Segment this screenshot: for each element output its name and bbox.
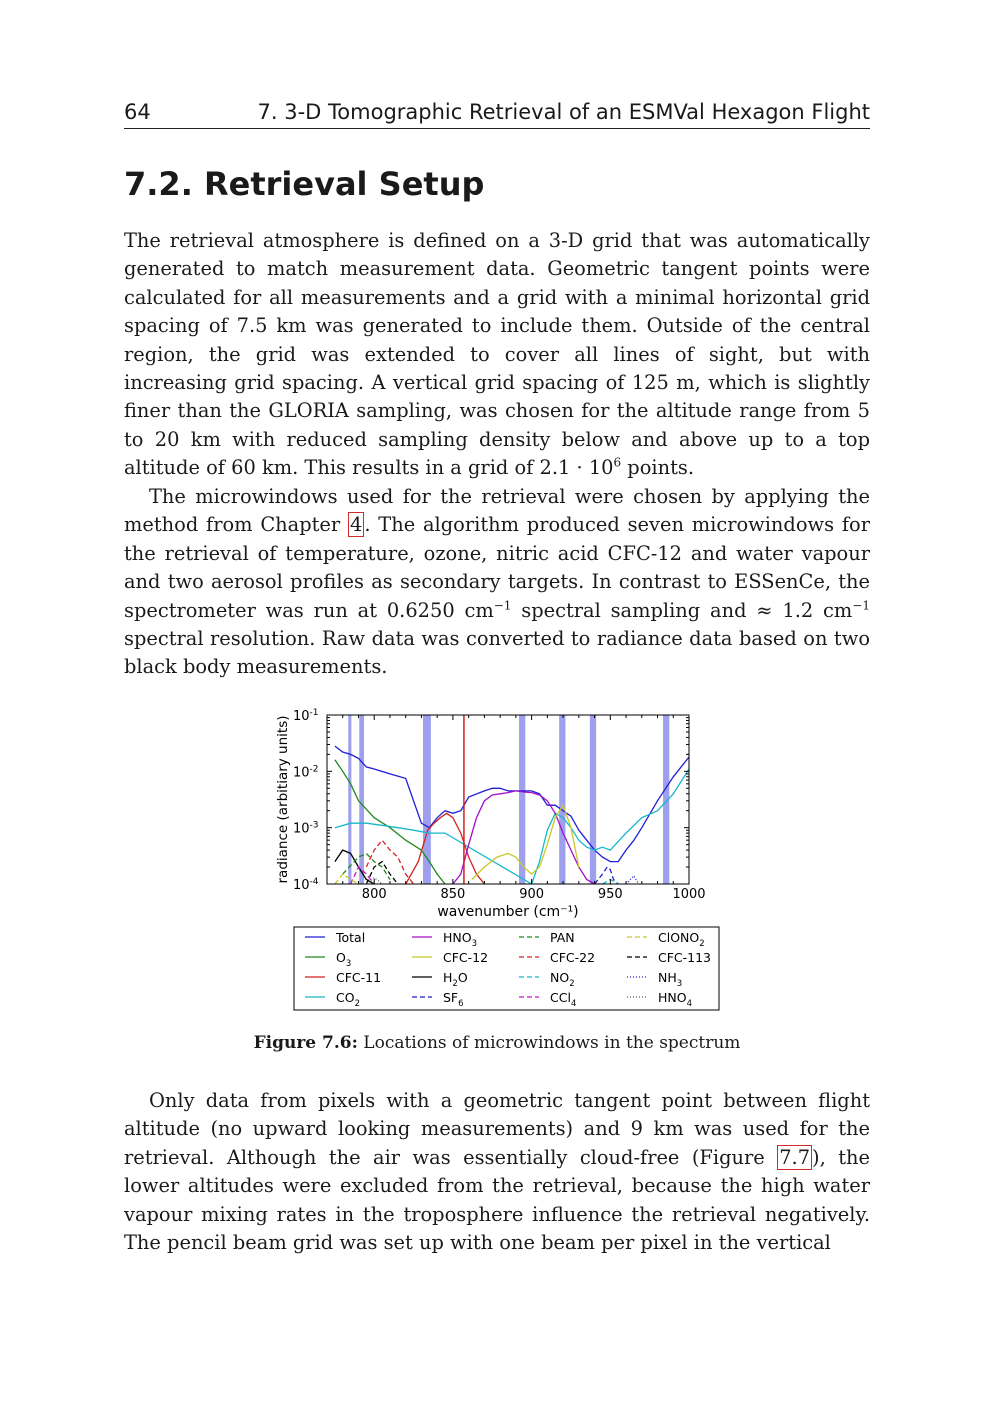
legend-label: $CO_2$: [336, 990, 360, 1009]
legend-label: CFC-22: [550, 950, 596, 965]
legend-label: ClONO$_2$: [658, 930, 705, 949]
chapter-ref-link[interactable]: 4: [349, 513, 363, 537]
legend-label: $HNO_4$: [658, 990, 693, 1009]
y-tick-label: $10^{-4}$: [293, 877, 319, 893]
microwindow-band: [559, 715, 565, 884]
paragraph-text: spectral sampling and ≈ 1.2 cm: [511, 598, 853, 622]
paragraph-text: ), the lower altitudes were excluded from the retrieval, because the high water vapour mixing rates in the troposphere influence the retrieval negatively. The pencil beam grid was set up with one beam per pixel in the vertical: [124, 1145, 870, 1255]
series-line-co2: [335, 769, 689, 884]
y-tick-label: $10^{-3}$: [293, 820, 319, 837]
x-tick-label: 1000: [672, 887, 706, 902]
plot-layer: [275, 708, 706, 920]
paragraph-text: The retrieval atmosphere is defined on a 3-D grid that was automatically generated to match measurement data. Geometric tangent points were calculated for all measurements and a grid with a minimal horizontal grid spacing of 7.5 km was generated to include them. Outside of the central region, the grid was extended to cover all lines of sight, but with increasing grid spacing. A vertical grid spacing of 125 m, which is slightly finer than the GLORIA sampling, was chosen for the altitude range from 5 to 20 km with reduced sampling density below and above up to a top altitude of 60 km. This results in a grid of 2.1 · 10: [124, 229, 870, 480]
exponent: 6: [613, 455, 622, 470]
figure-ref-link[interactable]: 7.7: [779, 1145, 811, 1169]
microwindow-band: [348, 715, 351, 884]
legend: [294, 927, 719, 1010]
figure-caption: [124, 1033, 870, 1053]
legend-label: $NO_2$: [550, 970, 575, 989]
paragraph-data-selection: [124, 1087, 870, 1257]
page-number: 64: [124, 100, 151, 124]
paragraph-text: The microwindows used for the retrieval were chosen by applying the method from Chapter: [124, 485, 870, 537]
legend-label: PAN: [550, 930, 575, 945]
exponent: −1: [493, 598, 512, 613]
legend-label: $H_2O$: [443, 970, 468, 989]
section-title: 7.2. Retrieval Setup: [124, 165, 485, 203]
chapter-title: 7. 3-D Tomographic Retrieval of an ESMVal Hexagon Flight: [257, 100, 870, 124]
y-axis-label: radiance (arbitiary units): [275, 715, 291, 884]
legend-label: CFC-12: [443, 950, 489, 965]
legend-label: $NH_3$: [658, 970, 683, 989]
caption-text: Locations of microwindows in the spectrum: [357, 1033, 741, 1053]
legend-label: $O_3$: [336, 950, 352, 969]
series-line-cfc-113: [366, 862, 398, 884]
plot-frame: [327, 715, 689, 884]
exponent: −1: [852, 598, 870, 613]
microwindow-band: [519, 715, 525, 884]
legend-label: CCl$_4$: [550, 990, 577, 1009]
series-line-nh3: [626, 876, 639, 884]
x-tick-label: 850: [440, 887, 466, 902]
microwindow-band: [359, 715, 364, 884]
y-tick-label: $10^{-2}$: [293, 764, 319, 781]
paragraph-text: points.: [621, 456, 694, 480]
y-tick-label: $10^{-1}$: [293, 708, 319, 724]
legend-label: CFC-113: [658, 950, 712, 965]
x-tick-label: 950: [597, 887, 623, 902]
microwindow-band: [590, 715, 596, 884]
series-line-total: [335, 746, 689, 862]
paragraph-text: . The algorithm produced seven microwindows for the retrieval of temperature, ozone, nitric acid CFC-12 and water vapour and two aerosol profiles as secondary targets. In contrast to ESSenCe, the spectrometer was run at 0.6250 cm: [124, 513, 870, 622]
x-tick-label: 800: [361, 887, 387, 902]
legend-label: Total: [336, 930, 366, 945]
series-group: [335, 746, 689, 884]
figure-label: Figure 7.6:: [253, 1033, 358, 1053]
x-tick-label: 900: [519, 887, 545, 902]
legend-label: $SF_6$: [443, 990, 464, 1009]
legend-label: CFC-11: [336, 970, 382, 985]
legend-label: $HNO_3$: [443, 930, 478, 949]
paragraph-text: Only data from pixels with a geometric tangent point between flight altitude (no upward looking measurements) and 9 km was used for the retrieval. Although the air was essentially cloud-free (Figure: [124, 1089, 870, 1169]
paragraph-text: spectral resolution. Raw data was converted to radiance data based on two black body measurements.: [124, 627, 870, 679]
x-axis-label: wavenumber (cm⁻¹): [437, 904, 579, 920]
